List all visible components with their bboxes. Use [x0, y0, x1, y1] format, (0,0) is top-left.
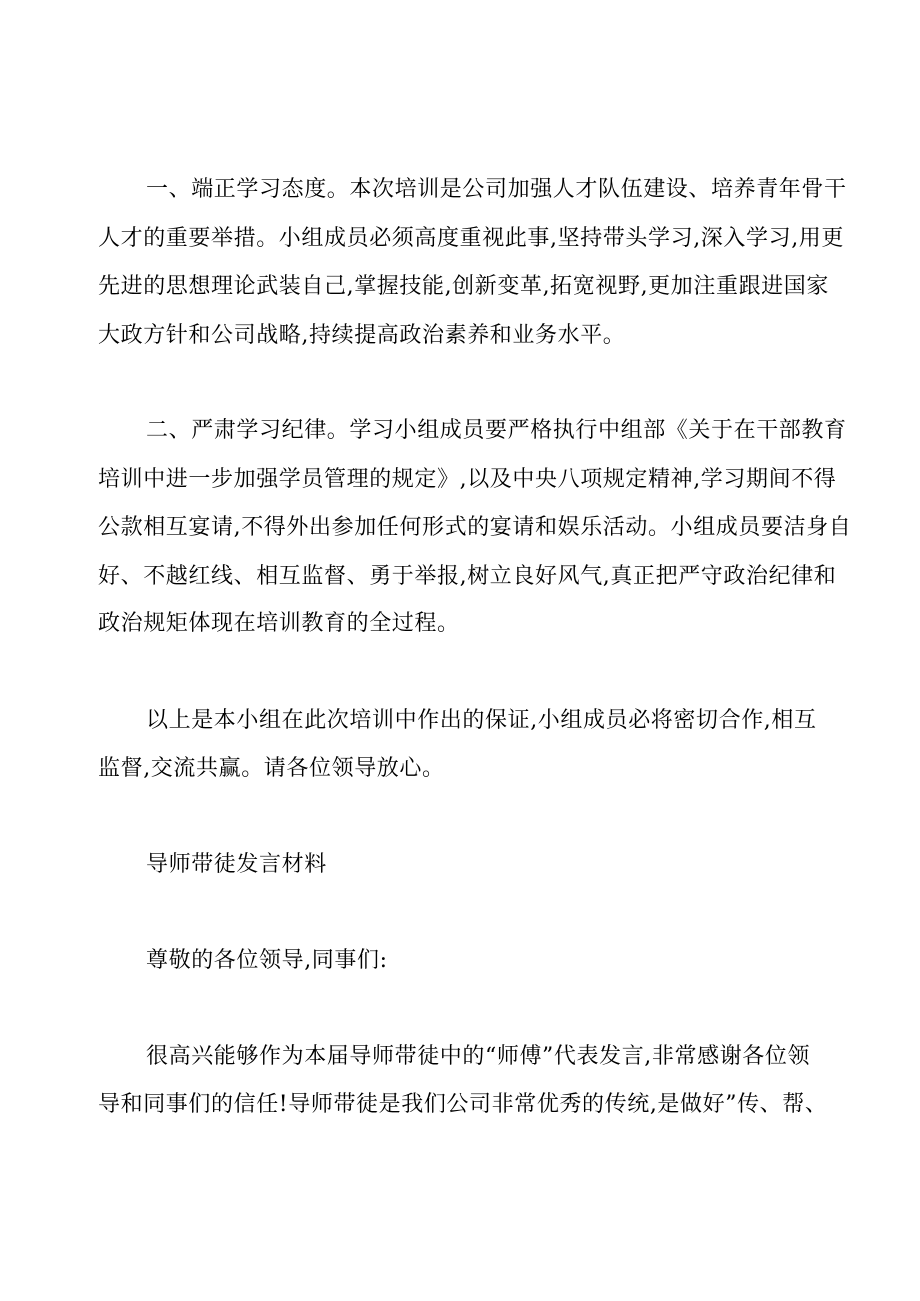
paragraph-line: 先进的思想理论武装自己,掌握技能,创新变革,拓宽视野,更加注重跟进国家	[98, 274, 829, 299]
paragraph-line: 好、不越红线、相互监督、勇于举报,树立良好风气,真正把严守政治纪律和	[98, 564, 837, 589]
paragraph-line: 很高兴能够作为本届导师带徒中的“师傅”代表发言,非常感谢各位领	[146, 1044, 811, 1069]
paragraph-line: 大政方针和公司战略,持续提高政治素养和业务水平。	[98, 323, 626, 348]
paragraph-line: 培训中进一步加强学员管理的规定》,以及中央八项规定精神,学习期间不得	[98, 467, 837, 492]
paragraph-line: 人才的重要举措。小组成员必须高度重视此事,坚持带头学习,深入学习,用更	[98, 226, 844, 251]
paragraph-line: 监督,交流共赢。请各位领导放心。	[98, 756, 445, 781]
section-heading: 导师带徒发言材料	[146, 852, 327, 877]
paragraph-line: 导和同事们的信任!导师带徒是我们公司非常优秀的传统,是做好”传、帮、	[98, 1092, 828, 1117]
paragraph-line: 公款相互宴请,不得外出参加任何形式的宴请和娱乐活动。小组成员要洁身自	[98, 515, 852, 540]
paragraph-line: 一、端正学习态度。本次培训是公司加强人才队伍建设、培养青年骨干	[146, 177, 847, 202]
paragraph-line: 以上是本小组在此次培训中作出的保证,小组成员必将密切合作,相互	[146, 708, 817, 733]
paragraph-line: 二、严肃学习纪律。学习小组成员要严格执行中组部《关于在干部教育	[146, 418, 847, 443]
salutation: 尊敬的各位领导,同事们:	[146, 948, 388, 973]
paragraph-line: 政治规矩体现在培训教育的全过程。	[98, 611, 460, 636]
